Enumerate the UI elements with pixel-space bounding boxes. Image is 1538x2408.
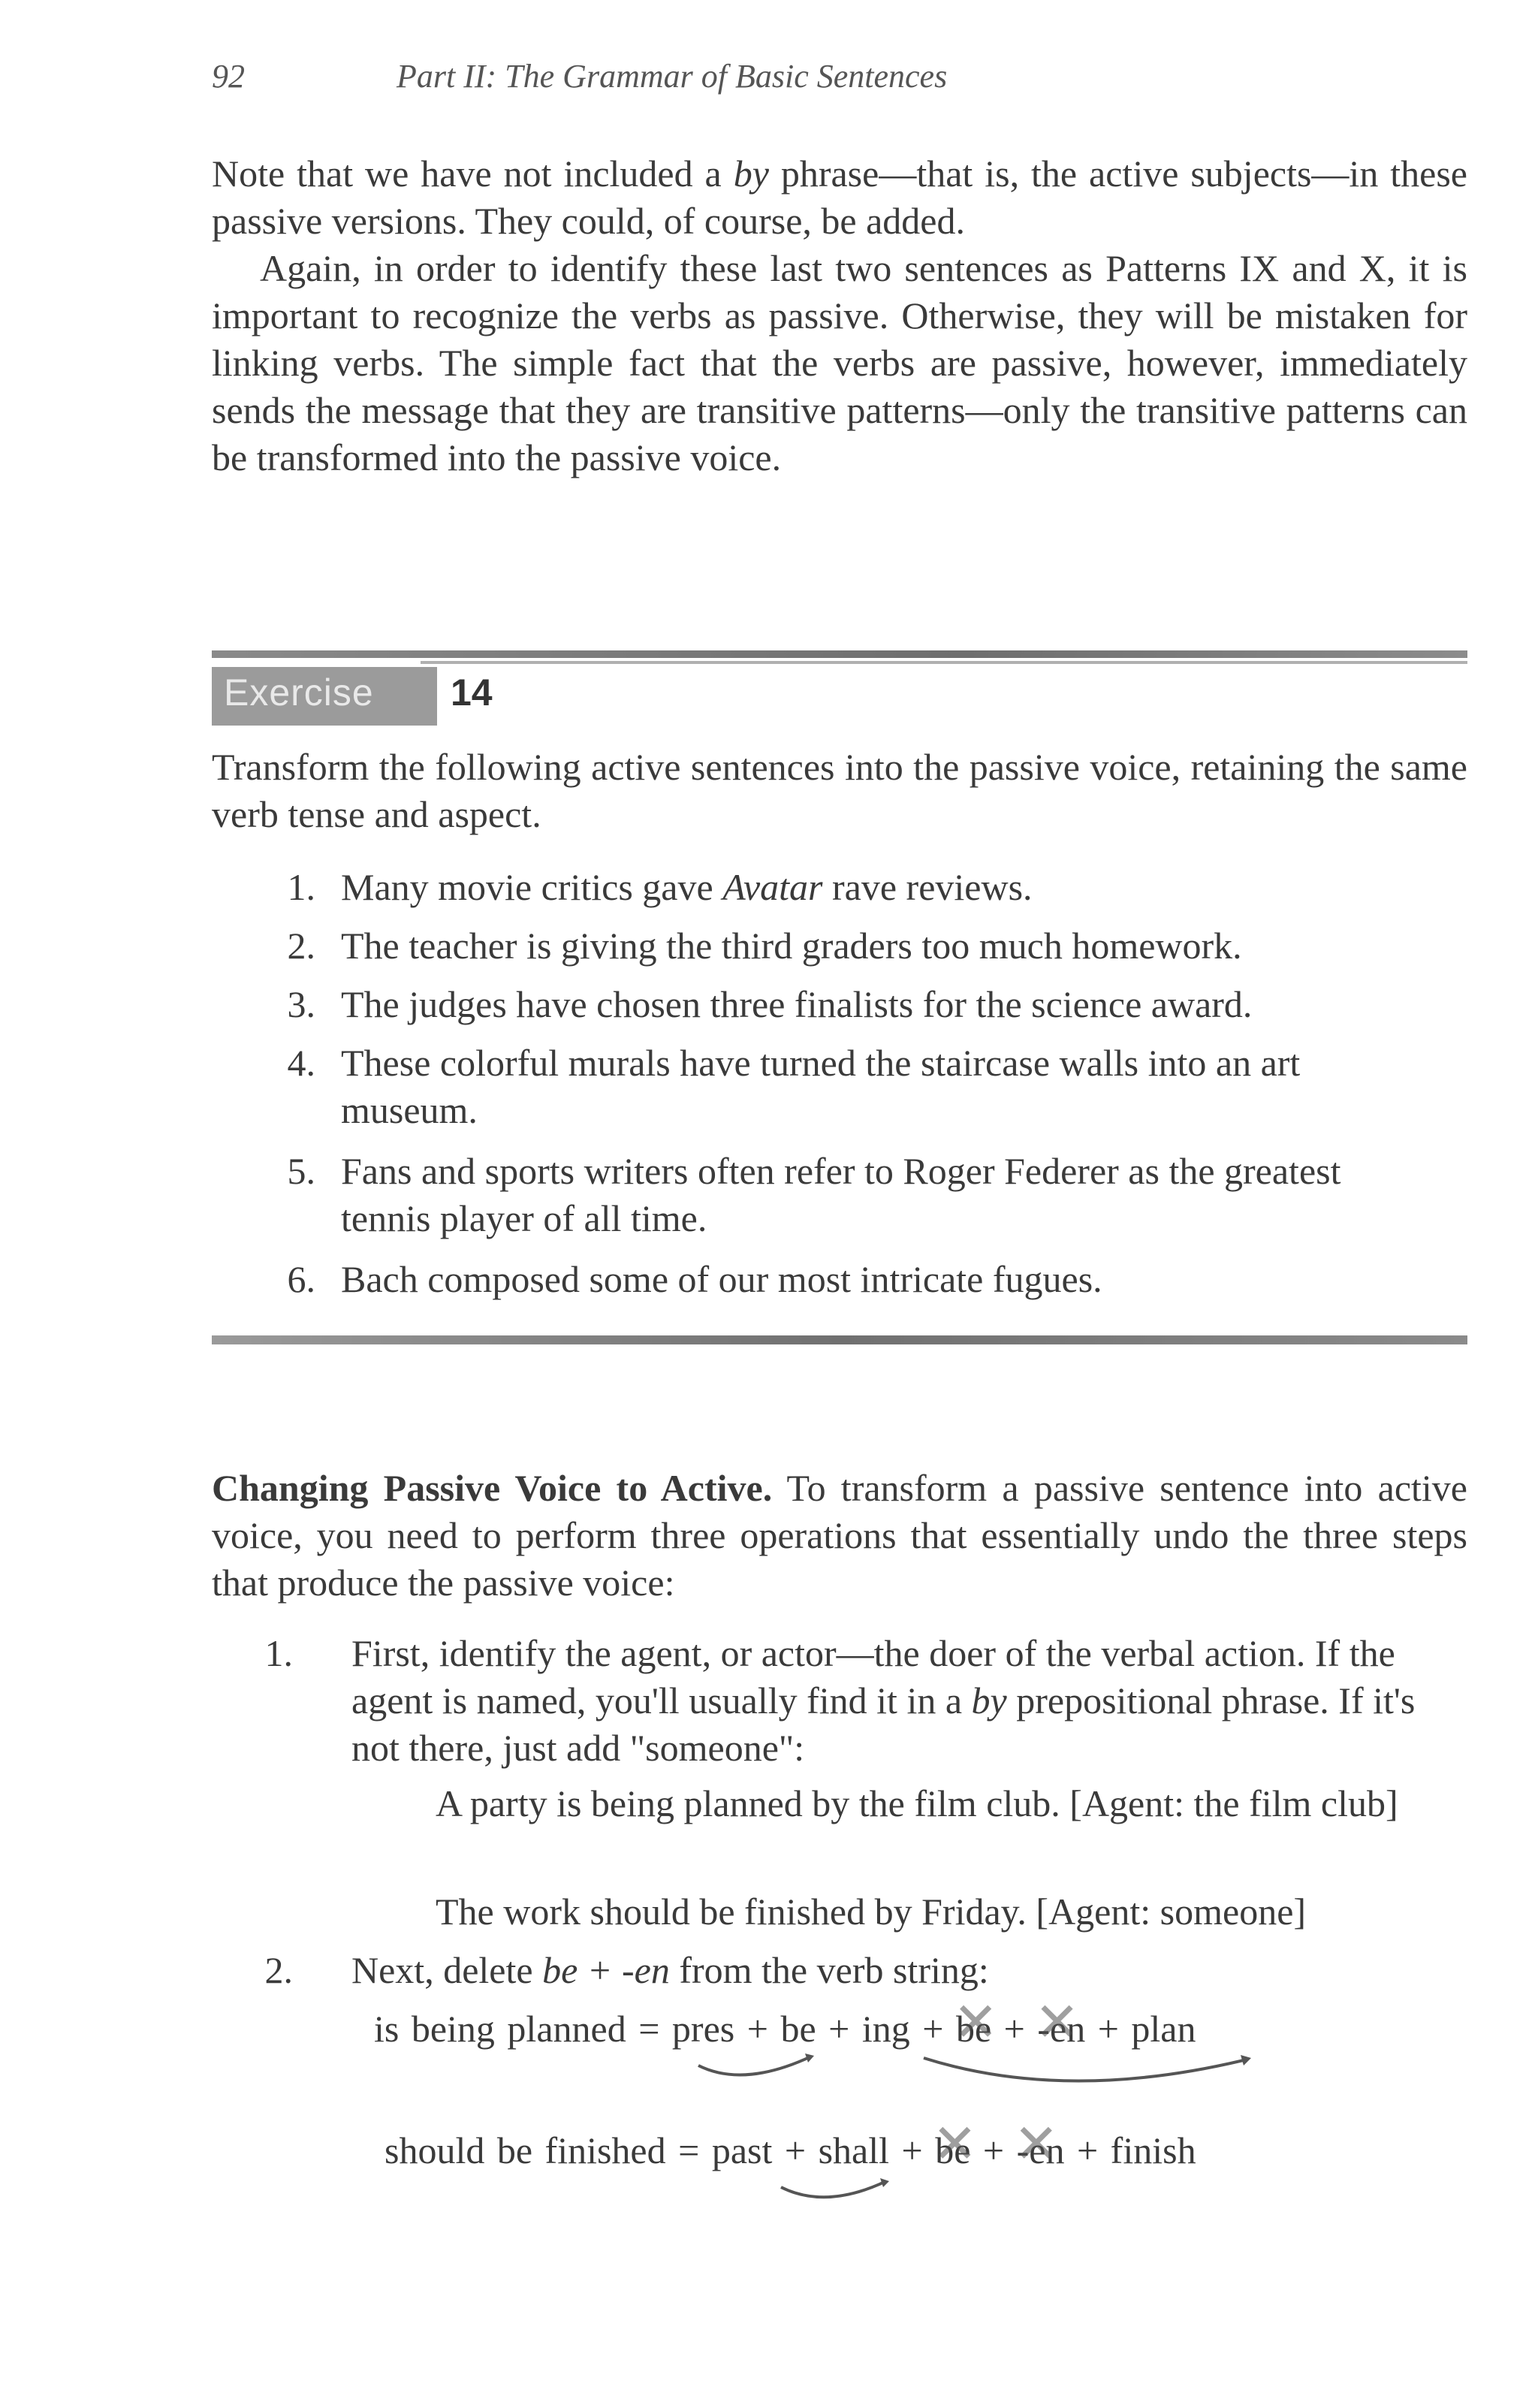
formula-2: should be finished = past + shall + be ✕ + -en ✕ + finish: [384, 2127, 1196, 2174]
struck-en: -en ✕: [1037, 2005, 1085, 2052]
section-heading: Changing Passive Voice to Active.: [212, 1467, 773, 1509]
page-number: 92: [212, 58, 245, 95]
movement-arrow-2: [766, 2166, 991, 2219]
example-1: A party is being planned by the film club. [Agent: the film club]: [436, 1782, 1398, 1824]
exercise-label: Exercise: [224, 671, 374, 714]
struck-be: be ✕: [956, 2005, 991, 2052]
struck-be: be ✕: [935, 2127, 970, 2174]
intro-paragraph-2: Again, in order to identify these last two sentences as Patterns IX and X, it is important to recognize the verbs as passive. Otherwise, they will be mistaken for linking verbs. The simple fact that the verbs are passive, however, immediately sends the message that they are transitive patterns—only the transitive patterns can be transformed into the passive voice.: [212, 247, 1467, 478]
exercise-bottom-rule: [212, 1335, 1467, 1344]
movement-arrows-1: [676, 2043, 1427, 2103]
running-title: Part II: The Grammar of Basic Sentences: [397, 58, 948, 95]
section-paragraph: Changing Passive Voice to Active. To transform a passive sentence into active voice, you need to perform three operations that essentially undo the three steps that produce the passive voice:: [212, 1467, 1467, 1604]
example-2: The work should be finished by Friday. [Agent: someone]: [436, 1890, 1307, 1933]
exercise-top-rule-thin: [421, 661, 1467, 664]
struck-en: -en ✕: [1017, 2127, 1065, 2174]
formula-1: is being planned = pres + be + ing + be ✕ + -en ✕ + plan: [374, 2005, 1196, 2052]
exercise-top-rule: [212, 650, 1467, 658]
intro-paragraph-1: Note that we have not included a by phrase—that is, the active subjects—in these passive versions. They could, of course, be added.: [212, 152, 1467, 242]
exercise-instructions: Transform the following active sentences into the passive voice, retaining the same verb tense and aspect.: [212, 746, 1467, 835]
exercise-number: 14: [451, 671, 493, 714]
